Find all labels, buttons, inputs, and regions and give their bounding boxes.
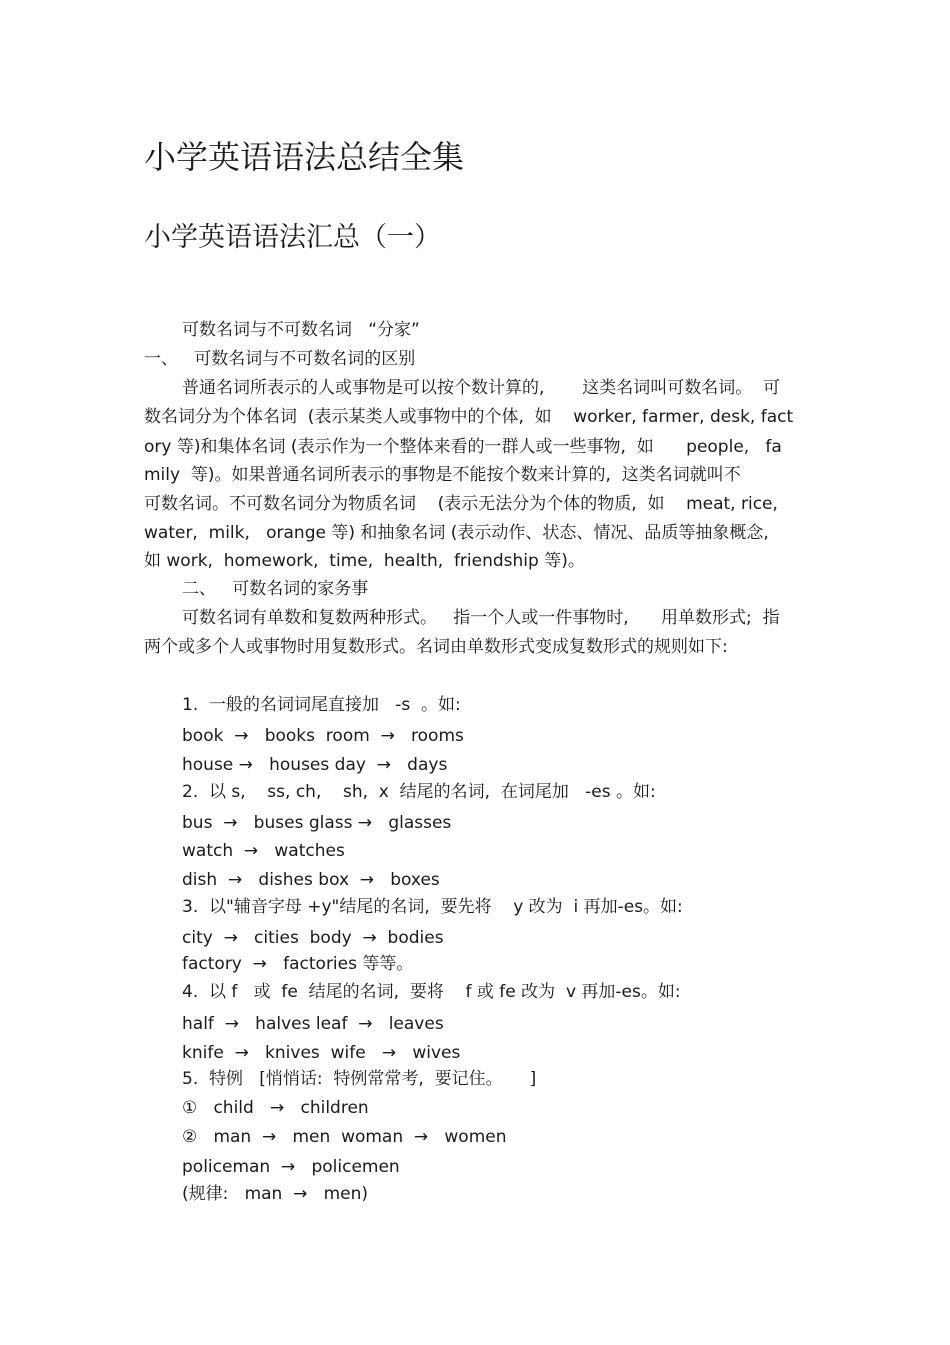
example-line: policeman → policemen [182,1157,400,1177]
paragraph-line: ory 等)和集体名词 (表示作为一个整体来看的一群人或一些事物, 如 people, fa [144,437,782,457]
paragraph-line: 普通名词所表示的人或事物是可以按个数计算的, 这类名词叫可数名词。 可 [182,378,781,398]
rule-heading: 2. 以 s, ss, ch, sh, x 结尾的名词, 在词尾加 -es 。如: [182,782,656,802]
section-heading-2: 二、 可数名词的家务事 [182,579,369,599]
rule-heading: 1. 一般的名词词尾直接加 -s 。如: [182,695,461,715]
paragraph-line: 可数名词。不可数名词分为物质名词 (表示无法分为个体的物质, 如 meat, rice, [144,494,778,514]
section-heading-1: 一、 可数名词与不可数名词的区别 [144,349,416,369]
example-line: house → houses day → days [182,755,448,775]
document-title: 小学英语语法总结全集 [144,138,465,176]
rule-heading: 3. 以"辅音字母 +y"结尾的名词, 要先将 y 改为 i 再加-es。如: [182,897,683,917]
document-subtitle: 小学英语语法汇总（一） [144,222,441,253]
example-line: knife → knives wife → wives [182,1043,461,1063]
paragraph-line: mily 等)。如果普通名词所表示的事物是不能按个数来计算的, 这类名词就叫不 [144,465,741,485]
intro-line: 可数名词与不可数名词 “分家” [182,320,420,340]
rule-heading: 5. 特例 [悄悄话: 特例常常考, 要记住。 ] [182,1069,537,1089]
example-line: watch → watches [182,841,345,861]
example-line: ② man → men woman → women [182,1127,507,1147]
paragraph-line: water, milk, orange 等) 和抽象名词 (表示动作、状态、情况、品质等抽象概念, [144,523,769,543]
rule-heading: 4. 以 f 或 fe 结尾的名词, 要将 f 或 fe 改为 v 再加-es。如: [182,982,681,1002]
example-line: bus → buses glass → glasses [182,813,452,833]
example-line: half → halves leaf → leaves [182,1014,444,1034]
example-line: city → cities body → bodies [182,928,444,948]
paragraph-line: 数名词分为个体名词 (表示某类人或事物中的个体, 如 worker, farmer, desk, fact [144,407,794,427]
paragraph-line: 两个或多个人或事物时用复数形式。名词由单数形式变成复数形式的规则如下: [144,637,728,657]
example-line: factory → factories 等等。 [182,954,414,974]
example-line: book → books room → rooms [182,726,464,746]
example-line: ① child → children [182,1098,369,1118]
example-line: dish → dishes box → boxes [182,870,440,890]
paragraph-line: 如 work, homework, time, health, friendship 等)。 [144,551,585,571]
example-line: (规律: man → men) [182,1184,369,1204]
paragraph-line: 可数名词有单数和复数两种形式。 指一个人或一件事物时, 用单数形式; 指 [182,608,780,628]
